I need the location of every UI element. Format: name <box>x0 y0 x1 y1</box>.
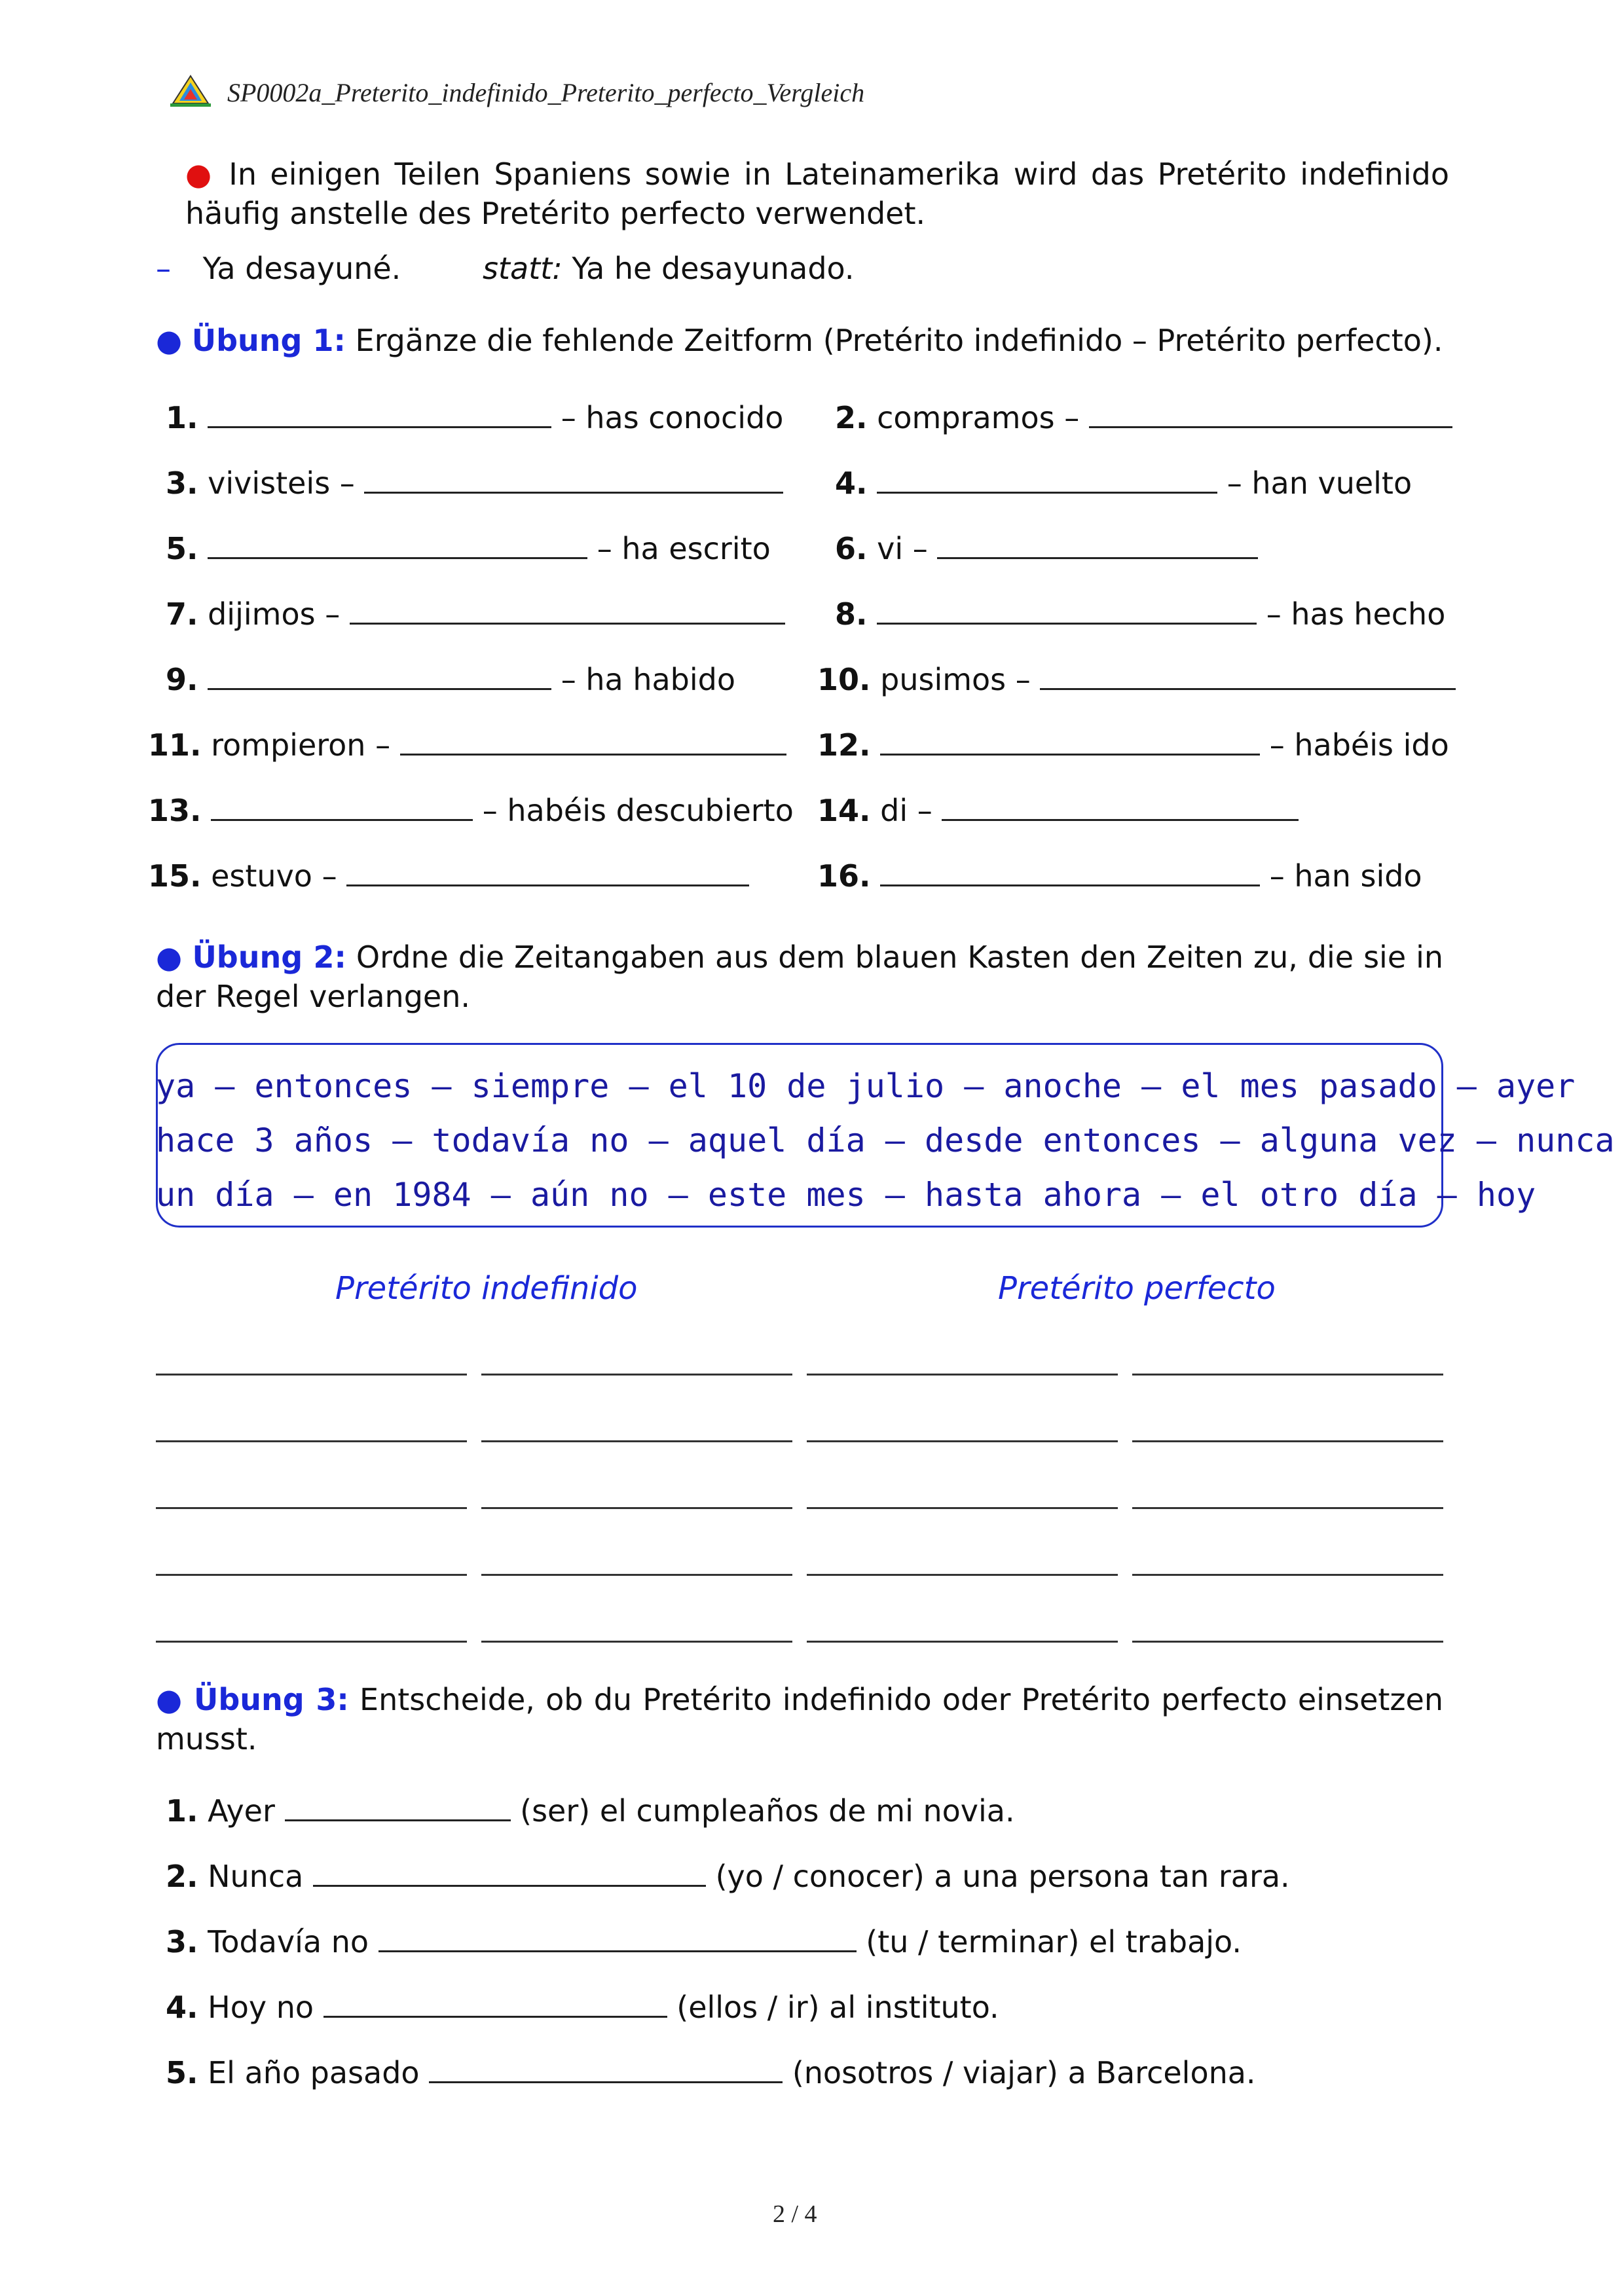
ex1-item-16 <box>817 856 1422 896</box>
blue-bullet-icon: ● <box>156 939 183 975</box>
item-text: – han sido <box>1269 858 1422 894</box>
answer-blank[interactable] <box>208 400 551 428</box>
ex1-item-14 <box>817 791 1299 830</box>
item-text: – habéis descubierto <box>482 793 794 828</box>
ex1-item-7 <box>166 594 785 634</box>
ex1-item-12 <box>817 725 1449 765</box>
answer-blank[interactable] <box>877 465 1217 494</box>
intro-text: In einigen Teilen Spaniens sowie in Lateinamerika wird das Pretérito indefinido häufig anstelle des Pretérito perfecto verwendet. <box>185 156 1449 231</box>
sorting-answer-line[interactable] <box>1132 1641 1443 1643</box>
blue-bullet-icon: ● <box>156 1682 183 1717</box>
item-number: 4. <box>835 465 868 501</box>
answer-blank[interactable] <box>937 531 1258 559</box>
sorting-answer-line[interactable] <box>156 1440 467 1442</box>
word-box-line-3: un día – en 1984 – aún no – este mes – hasta ahora – el otro día – hoy <box>156 1176 1536 1214</box>
sorting-answer-line[interactable] <box>156 1507 467 1509</box>
example-b: Ya he desayunado. <box>572 251 855 286</box>
item-text: Todavía no <box>208 1924 369 1959</box>
answer-blank[interactable] <box>400 727 786 756</box>
word-box-line-1: ya – entonces – siempre – el 10 de julio – anoche – el mes pasado – ayer <box>156 1067 1576 1105</box>
item-text: Nunca <box>208 1859 304 1894</box>
sorting-answer-line[interactable] <box>1132 1574 1443 1576</box>
statt-label: statt: <box>482 251 563 286</box>
item-number: 3. <box>166 465 198 501</box>
ex2-instruction: Ordne die Zeitangaben aus dem blauen Kasten den Zeiten zu, die sie in der Regel verlangen. <box>156 939 1444 1014</box>
ex3-item-1 <box>166 1791 1015 1831</box>
answer-blank[interactable] <box>429 2055 783 2083</box>
item-number: 2. <box>835 400 868 435</box>
item-number: 13. <box>148 793 202 828</box>
sorting-answer-line[interactable] <box>807 1507 1118 1509</box>
item-number: 15. <box>148 858 202 894</box>
answer-blank[interactable] <box>211 793 473 821</box>
sorting-answer-line[interactable] <box>1132 1507 1443 1509</box>
sorting-answer-line[interactable] <box>807 1374 1118 1376</box>
ex1-item-10 <box>817 660 1456 699</box>
item-number: 5. <box>166 531 198 566</box>
word-box-line-2: hace 3 años – todavía no – aquel día – desde entonces – alguna vez – nunca <box>156 1121 1615 1159</box>
answer-blank[interactable] <box>285 1793 511 1821</box>
item-number: 4. <box>166 1990 198 2025</box>
dash-icon: – <box>156 251 171 286</box>
ex1-item-6 <box>835 529 1258 568</box>
answer-blank[interactable] <box>942 793 1299 821</box>
item-number: 10. <box>817 662 871 697</box>
sorting-answer-line[interactable] <box>156 1641 467 1643</box>
answer-blank[interactable] <box>313 1859 706 1887</box>
sorting-answer-line[interactable] <box>481 1374 792 1376</box>
item-hint: (ellos / ir) al instituto. <box>676 1990 999 2025</box>
answer-blank[interactable] <box>346 858 749 886</box>
item-hint: (yo / conocer) a una persona tan rara. <box>715 1859 1290 1894</box>
intro-paragraph <box>185 155 1449 233</box>
ex3-heading <box>156 1680 1443 1758</box>
sorting-answer-line[interactable] <box>807 1574 1118 1576</box>
ex3-item-4 <box>166 1988 999 2027</box>
item-text: – ha habido <box>561 662 735 697</box>
sorting-answer-line[interactable] <box>156 1574 467 1576</box>
item-text: compramos – <box>877 400 1080 435</box>
answer-blank[interactable] <box>208 662 551 690</box>
ex1-item-9 <box>166 660 735 699</box>
item-text: Hoy no <box>208 1990 314 2025</box>
item-text: – habéis ido <box>1269 727 1449 763</box>
blue-bullet-icon: ● <box>156 323 183 358</box>
column-heading-perfecto: Pretérito perfecto <box>998 1270 1276 1307</box>
ex2-label: Übung 2: <box>192 939 346 975</box>
item-text: estuvo – <box>211 858 337 894</box>
example-a: Ya desayuné. <box>202 251 401 286</box>
item-text: – has hecho <box>1266 596 1446 632</box>
item-number: 8. <box>835 596 868 632</box>
item-number: 1. <box>166 400 198 435</box>
sorting-answer-line[interactable] <box>156 1374 467 1376</box>
ex3-item-3 <box>166 1922 1242 1961</box>
ex3-item-5 <box>166 2053 1256 2092</box>
sorting-answer-line[interactable] <box>481 1507 792 1509</box>
ex1-item-3 <box>166 464 783 503</box>
sorting-answer-line[interactable] <box>807 1641 1118 1643</box>
item-number: 14. <box>817 793 871 828</box>
red-bullet-icon: ● <box>185 156 215 192</box>
ex1-instruction: Ergänze die fehlende Zeitform (Pretérito indefinido – Pretérito perfecto). <box>355 323 1443 358</box>
column-heading-indefinido: Pretérito indefinido <box>335 1270 638 1307</box>
ex1-item-8 <box>835 594 1445 634</box>
intro-example <box>156 249 855 288</box>
item-text: – has conocido <box>561 400 784 435</box>
answer-blank[interactable] <box>1040 662 1456 690</box>
item-number: 5. <box>166 2055 198 2090</box>
sorting-answer-line[interactable] <box>1132 1440 1443 1442</box>
item-text: – ha escrito <box>597 531 771 566</box>
item-number: 6. <box>835 531 868 566</box>
item-text: vi – <box>877 531 928 566</box>
ex1-item-11 <box>148 725 786 765</box>
item-number: 1. <box>166 1793 198 1829</box>
item-hint: (ser) el cumpleaños de mi novia. <box>520 1793 1015 1829</box>
sorting-answer-line[interactable] <box>481 1440 792 1442</box>
ex2-heading <box>156 938 1443 1016</box>
ex1-item-5 <box>166 529 771 568</box>
item-number: 11. <box>148 727 202 763</box>
answer-blank[interactable] <box>350 596 785 625</box>
ex1-item-1 <box>166 398 783 437</box>
item-text: vivisteis – <box>208 465 355 501</box>
answer-blank[interactable] <box>364 465 783 494</box>
item-number: 3. <box>166 1924 198 1959</box>
item-number: 9. <box>166 662 198 697</box>
ex1-item-2 <box>835 398 1452 437</box>
item-text: di – <box>880 793 932 828</box>
item-hint: (tu / terminar) el trabajo. <box>866 1924 1242 1959</box>
ex1-item-15 <box>148 856 749 896</box>
answer-blank[interactable] <box>1089 400 1452 428</box>
ex1-item-4 <box>835 464 1412 503</box>
ex1-heading <box>156 321 1443 360</box>
item-number: 7. <box>166 596 198 632</box>
sorting-answer-line[interactable] <box>1132 1374 1443 1376</box>
sorting-answer-line[interactable] <box>481 1574 792 1576</box>
item-number: 12. <box>817 727 871 763</box>
ex3-instruction: Entscheide, ob du Pretérito indefinido oder Pretérito perfecto einsetzen musst. <box>156 1682 1443 1757</box>
document-title: SP0002a_Preterito_indefinido_Preterito_perfecto_Vergleich <box>227 78 865 107</box>
answer-blank[interactable] <box>880 858 1260 886</box>
logo-icon <box>168 75 213 107</box>
ex1-label: Übung 1: <box>191 323 346 358</box>
item-text: El año pasado <box>208 2055 420 2090</box>
ex3-item-2 <box>166 1857 1290 1896</box>
answer-blank[interactable] <box>880 727 1260 756</box>
item-text: Ayer <box>208 1793 275 1829</box>
answer-blank[interactable] <box>877 596 1257 625</box>
item-number: 16. <box>817 858 871 894</box>
page-number: 2 / 4 <box>773 2200 817 2228</box>
sorting-answer-line[interactable] <box>807 1440 1118 1442</box>
item-number: 2. <box>166 1859 198 1894</box>
answer-blank[interactable] <box>378 1924 857 1952</box>
item-text: pusimos – <box>880 662 1031 697</box>
item-text: rompieron – <box>211 727 391 763</box>
item-hint: (nosotros / viajar) a Barcelona. <box>792 2055 1256 2090</box>
ex3-label: Übung 3: <box>194 1682 349 1717</box>
answer-blank[interactable] <box>323 1990 667 2018</box>
item-text: – han vuelto <box>1227 465 1412 501</box>
item-text: dijimos – <box>208 596 341 632</box>
sorting-answer-line[interactable] <box>481 1641 792 1643</box>
ex1-item-13 <box>148 791 794 830</box>
answer-blank[interactable] <box>208 531 587 559</box>
